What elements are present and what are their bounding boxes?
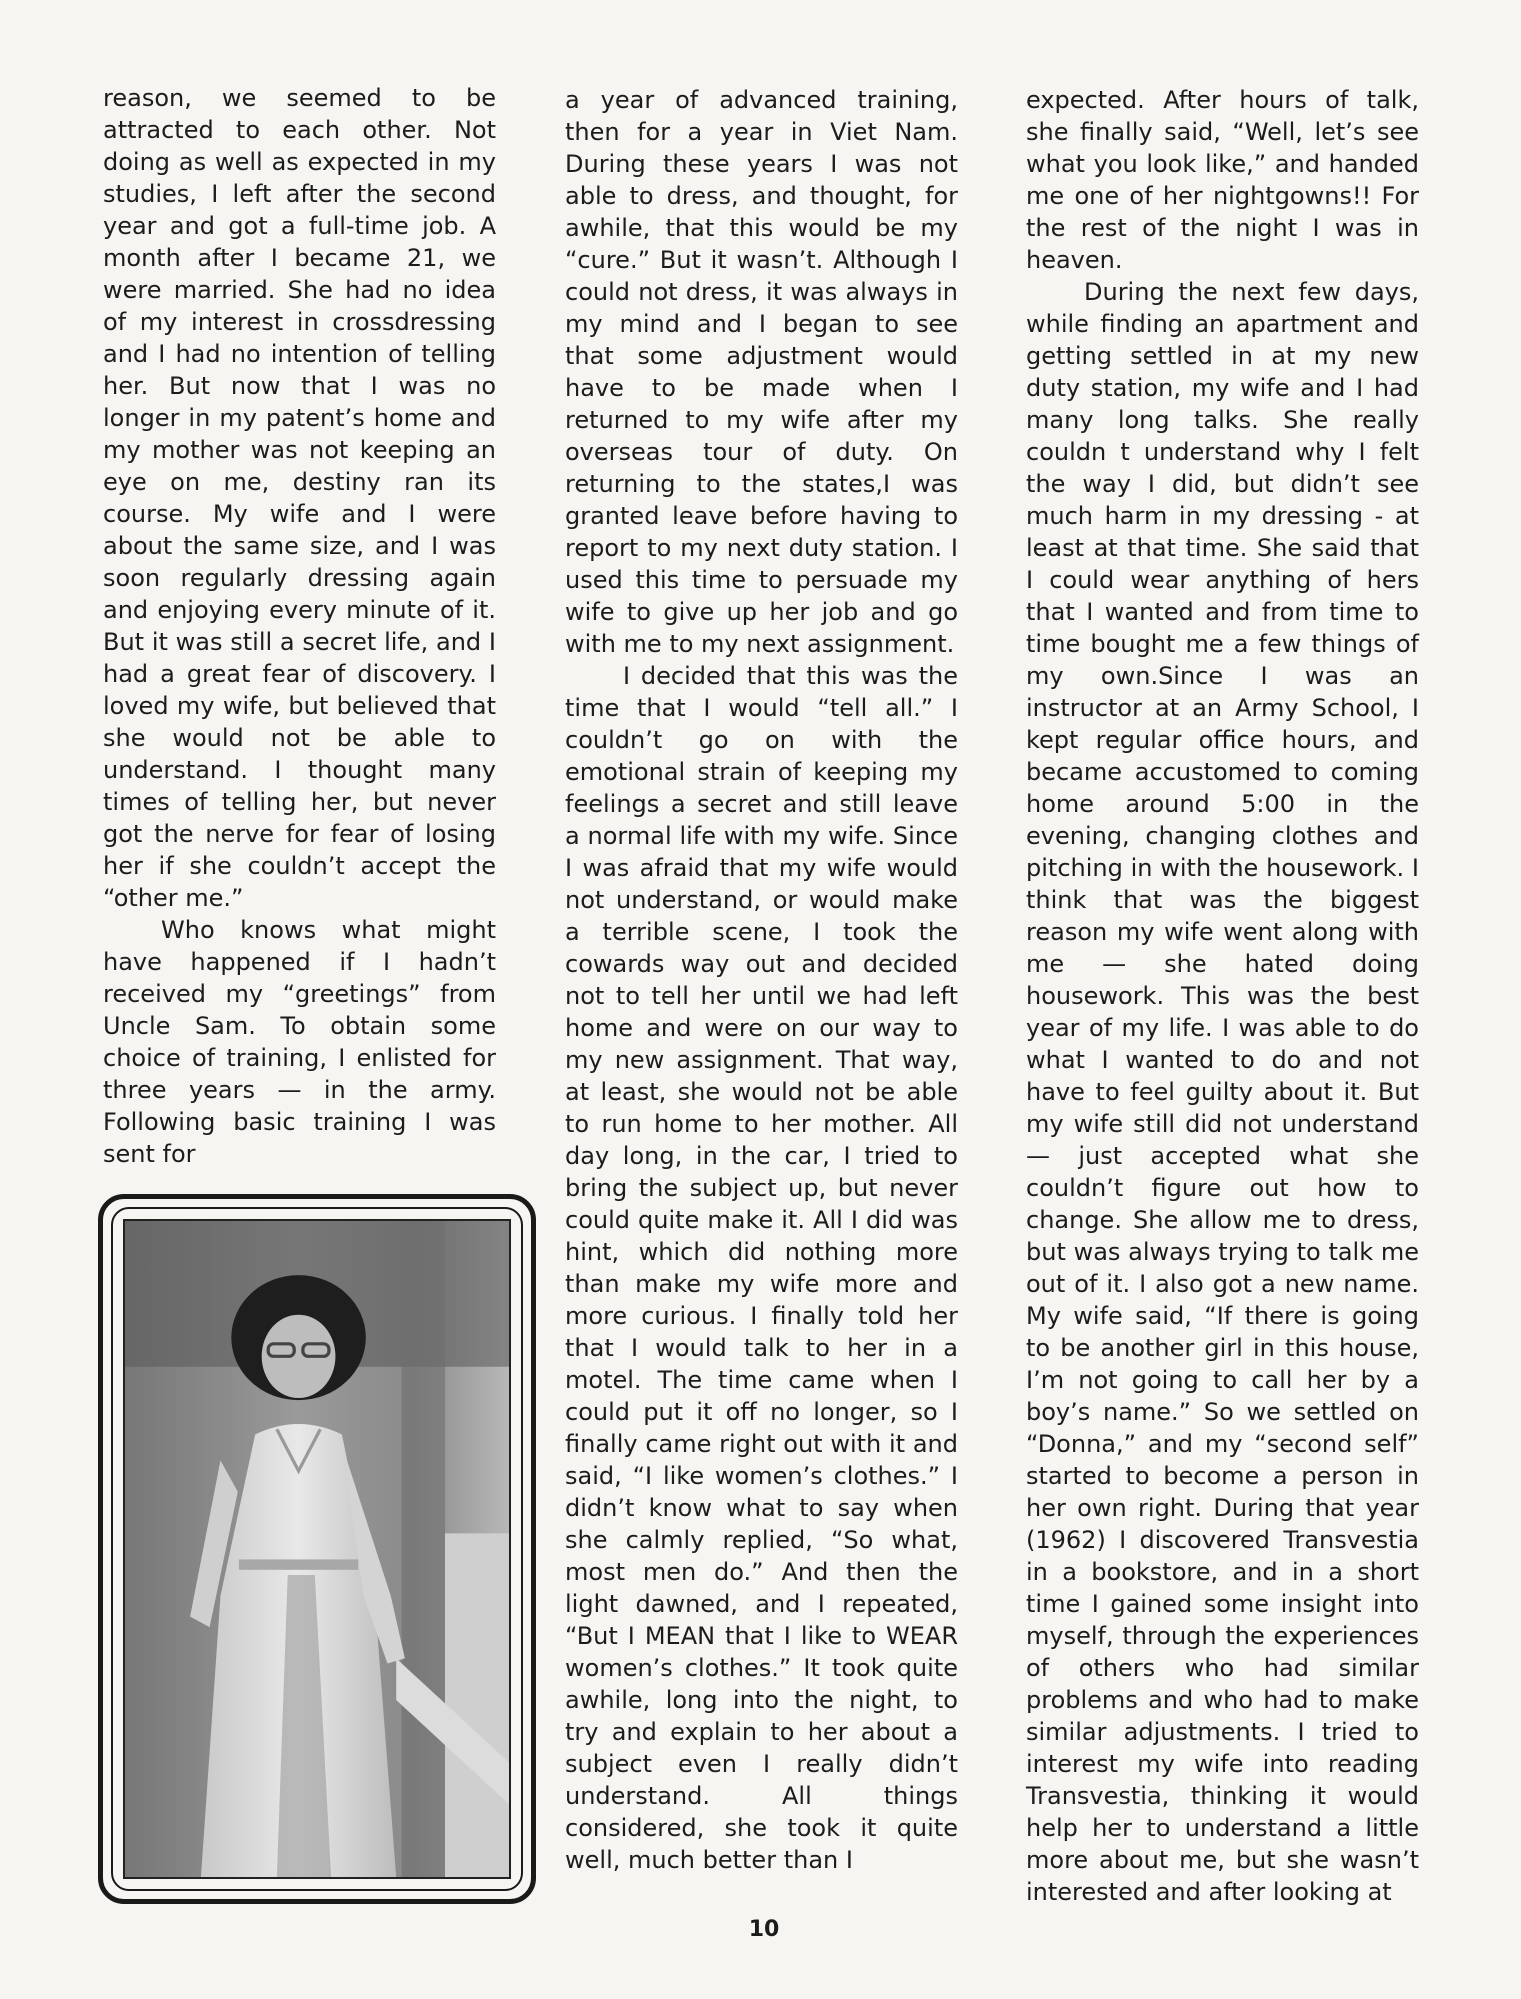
paragraph: a year of advanced training, then for a year in Viet Nam. During these years I was not able to dress, and thought, for awhile, that this would be my “cure.” But it wasn’t. Although I could not dress, it was always in my mind and I began to see that some adjustment would have to be made when I returned to my wife after my overseas tour of duty. On returning to the states,I was granted leave before having to report to my next duty station. I used this time to persuade my wife to give up her job and go with me to my next assignment. [565,86,958,658]
paragraph: I decided that this was the time that I would “tell all.” I couldn’t go on with the emotional strain of keeping my feelings a secret and still leave a normal life with my wife. Since I was afraid that my wife would not understand, or would make a terrible scene, I took the cowards way out and decided not to tell her until we had left home and were on our way to my new assignment. That way, at least, she would not be able to run home to her mother. All day long, in the car, I tried to bring the subject up, but never could quite make it. All I did was hint, which did nothing more than make my wife more and more curious. I finally told her that I would talk to her in a motel. The time came when I could put it off no longer, so I finally came right out with it and said, “I like women’s clothes.” I didn’t know what to say when she calmly replied, “So what, most men do.” And then the light dawned, and I repeated, “But I MEAN that I like to WEAR women’s clothes.” It took quite awhile, long into the night, to try and explain to her about a subject even I really didn’t understand. All things considered, she took it quite well, much better than I [565,662,958,1874]
photograph [123,1219,511,1879]
text-column-3 [1026,84,1419,1908]
text-column-2 [565,84,958,1876]
paragraph: reason, we seemed to be attracted to each other. Not doing as well as expected in my studies, I left after the second year and got a full-time job. A month after I became 21, we were married. She had no idea of my interest in crossdressing and I had no intention of telling her. But now that I was no longer in my patent’s home and my mother was not keeping an eye on me, destiny ran its course. My wife and I were about the same size, and I was soon regularly dressing again and enjoying every minute of it. But it was still a secret life, and I had a great fear of discovery. I loved my wife, but believed that she would not be able to understand. I thought many times of telling her, but never got the nerve for fear of losing her if she couldn’t accept the “other me.” [103,84,496,912]
photograph-figure-in-gown [125,1221,509,1877]
paragraph: expected. After hours of talk, she finally said, “Well, let’s see what you look like,” and handed me one of her nightgowns!! For the rest of the night I was in heaven. [1026,86,1419,274]
page-number: 10 [748,1917,780,1942]
paragraph: During the next few days, while finding an apartment and getting settled in at my new duty station, my wife and I had many long talks. She really couldn t understand why I felt the way I did, but didn’t see much harm in my dressing - at least at that time. She said that I could wear anything of hers that I wanted and from time to time bought me a few things of my own.Since I was an instructor at an Army School, I kept regular office hours, and became accustomed to coming home around 5:00 in the evening, changing clothes and pitching in with the housework. I think that was the biggest reason my wife went along with me — she hated doing housework. This was the best year of my life. I was able to do what I wanted to do and not have to feel guilty about it. But my wife still did not understand — just accepted what she couldn’t figure out how to change. She allow me to dress, but was always trying to talk me out of it. I also got a new name. My wife said, “If there is going to be another girl in this house, I’m not going to call her by a boy’s name.” So we settled on “Donna,” and my “second self” started to become a person in her own right. During that year (1962) I discovered Transvestia in a bookstore, and in a short time I gained some insight into myself, through the experiences of others who had similar problems and who had to make similar adjustments. I tried to interest my wife into reading Transvestia, thinking it would help her to understand a little more about me, but she wasn’t interested and after looking at [1026,278,1419,1906]
paragraph: Who knows what might have happened if I hadn’t received my “greetings” from Uncle Sam. To obtain some choice of training, I enlisted for three years — in the army. Following basic training I was sent for [103,916,496,1168]
text-column-1 [103,82,496,1170]
photo-frame [98,1194,536,1904]
